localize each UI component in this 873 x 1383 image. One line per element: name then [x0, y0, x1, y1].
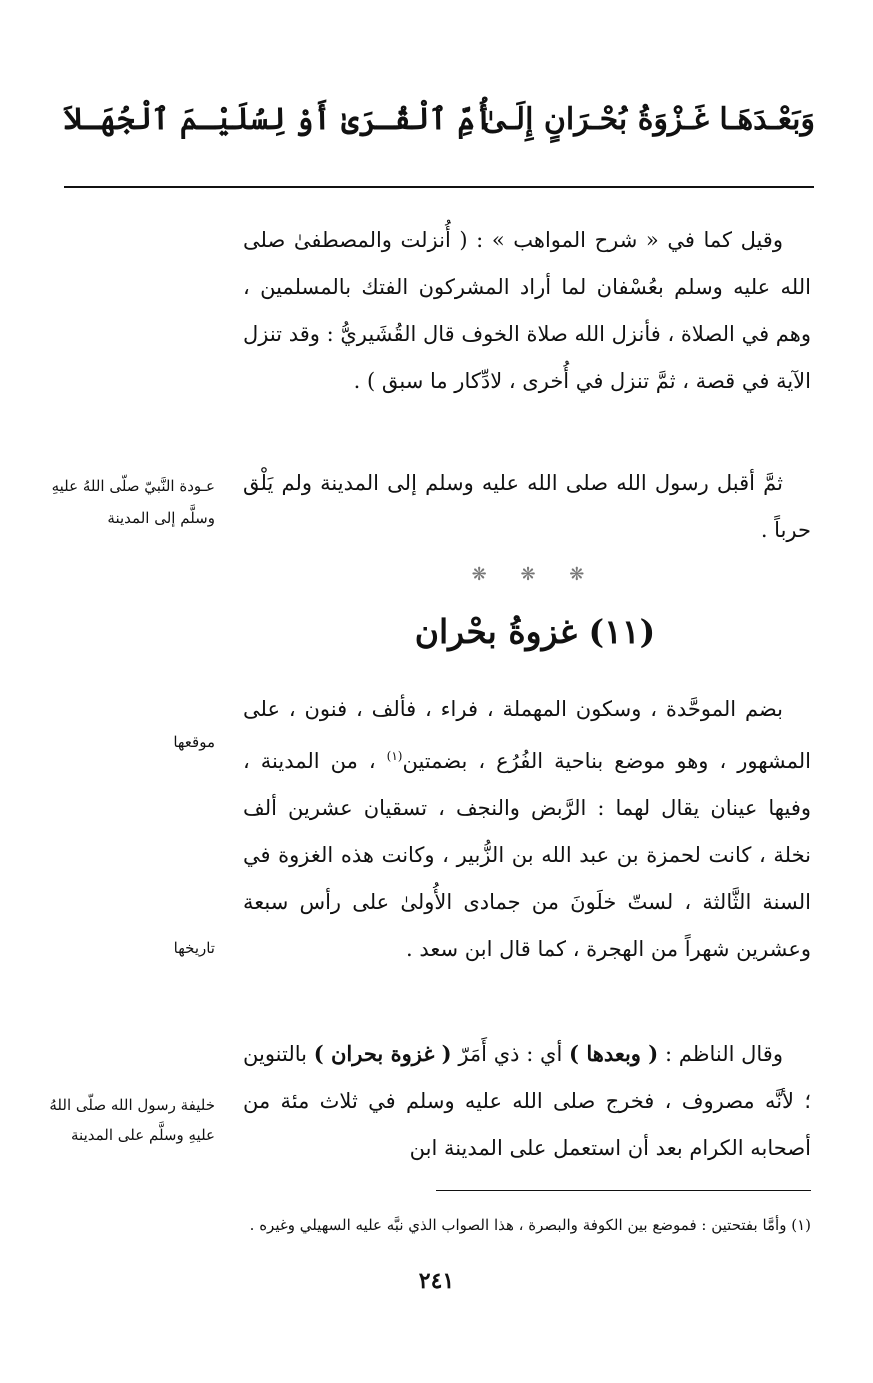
footnote: (١) وأمَّا بفتحتين : فموضع بين الكوفة والبصرة ، هذا الصواب الذي نبَّه عليه السهيلي وغيره . — [249, 1216, 811, 1234]
paragraph-return-to-medina — [243, 460, 811, 554]
footnote-divider — [436, 1190, 811, 1191]
header-divider — [64, 186, 814, 188]
header-verse-second-hemistich: أُمِّ ٱلْقُـرَىٰ أَوْ لِسُلَيْـمَ ٱلْجُهَـلاَ — [64, 102, 493, 137]
margin-note-location: موقعها — [173, 733, 215, 751]
page-number: ٢٤١ — [418, 1268, 455, 1294]
margin-note-return: عـودة النَّبيّ صلّى اللهُ عليهِ وسلَّم إلى المدينة — [51, 477, 215, 527]
paragraph-text-part-3: بالتنوين ؛ لأنَّه مصروف ، فخرج صلى الله عليه وسلم في ثلاث مئة من أصحابه الكرام بعد أن استعمل على المدينة ابن — [243, 1042, 811, 1160]
header-verse-first-hemistich: وَبَعْـدَهَـا غَـزْوَةُ بُحْـرَانٍ إِلَـىٰ — [482, 102, 815, 137]
paragraph-text-part-2: أي : ذي أَمَرّ — [451, 1042, 570, 1066]
paragraph-poet-commentary — [243, 1030, 811, 1172]
paragraph-quote-sharh-al-mawahib — [243, 217, 811, 405]
paragraph-text: وقيل كما في « شرح المواهب » : ( أُنزلت والمصطفىٰ صلى الله عليه وسلم بعُسْفان لما أراد المشركون الفتك بالمسلمين ، وهم في الصلاة ، فأنزل الله صلاة الخوف قال القُشَيريُّ : وقد تنزل الآية في قصة ، ثمَّ تنزل في أُخرى ، لادِّكار ما سبق ) . — [243, 228, 811, 393]
margin-note-date: تاريخها — [173, 939, 215, 957]
section-separator-stars: ❋ ❋ ❋ — [471, 564, 599, 585]
footnote-marker: (١) — [386, 749, 403, 763]
paragraph-text-part-1: وقال الناظم : — [658, 1042, 783, 1066]
paragraph-location-and-date — [243, 686, 811, 973]
margin-note-deputy: خليفة رسول الله صلّى اللهُ عليهِ وسلَّم على المدينة — [49, 1096, 215, 1144]
paragraph-text-part-2: ، من المدينة ، وفيها عينان يقال لهما : الرَّبض والنجف ، تسقيان عشرين ألف نخلة ، كانت لحمزة بن عبد الله بن الزُّبير ، وكانت هذه الغزوة في السنة الثَّالثة ، لستّ خلَونَ من جمادى الأُولىٰ على رأس سبعة وعشرين شهراً من الهجرة ، كما قال ابن سعد . — [243, 749, 811, 961]
quoted-verse-phrase: ( غزوة بحران ) — [313, 1041, 452, 1066]
paragraph-text: ثمَّ أقبل رسول الله صلى الله عليه وسلم إلى المدينة ولم يَلْق حرباً . — [243, 471, 811, 542]
quoted-verse-word: ( وبعدها ) — [569, 1041, 659, 1066]
paragraph-text-part-1: بضم الموحَّدة ، وسكون المهملة ، فراء ، فألف ، فنون ، على المشهور ، وهو موضع بناحية الفُرُع ، بضمتين — [243, 697, 812, 773]
section-title: (١١) غزوةُ بحْران — [414, 612, 656, 651]
